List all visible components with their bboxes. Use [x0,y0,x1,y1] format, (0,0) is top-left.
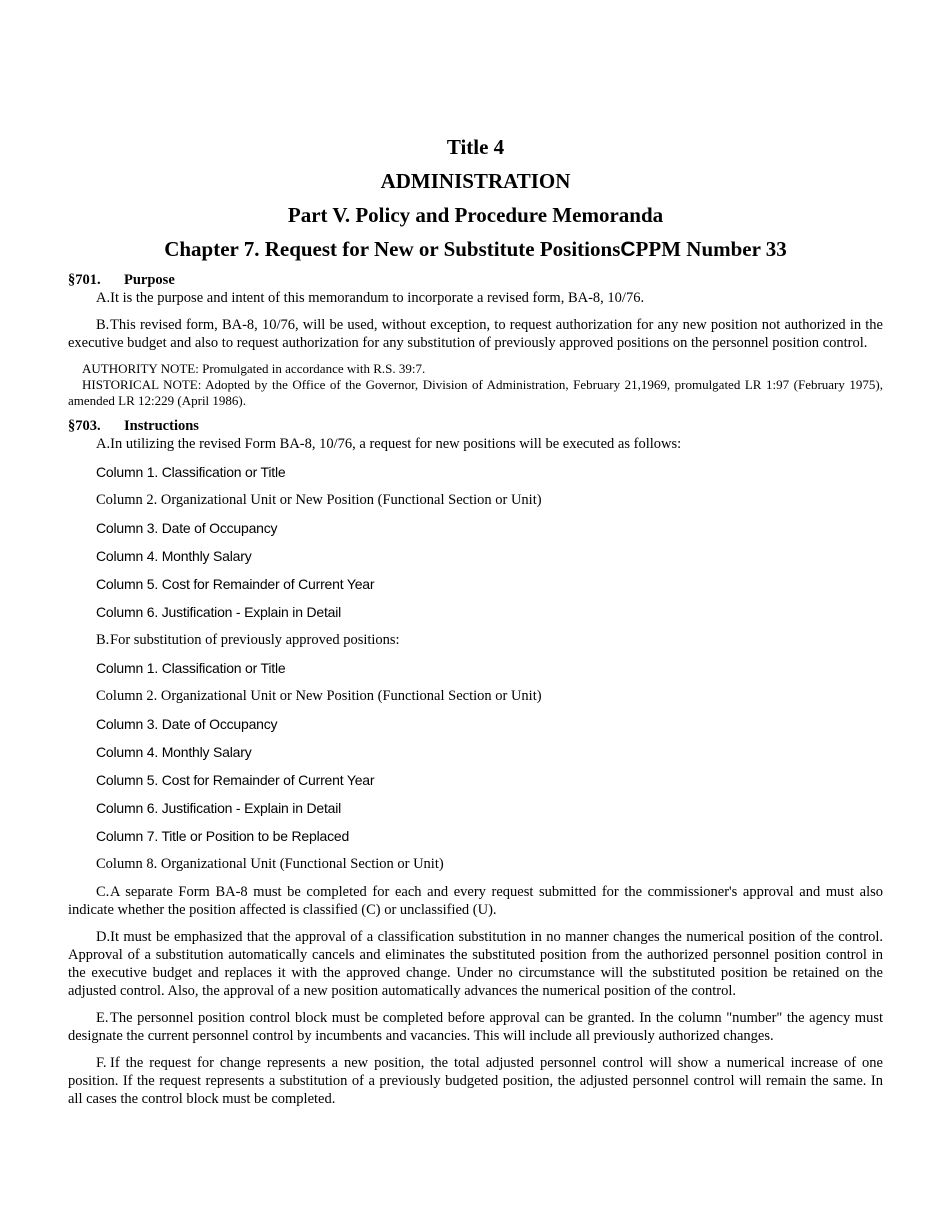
para-text: A separate Form BA-8 must be completed for each and every request submitted for the commissioner's approval and must also indicate whether the position affected is classified (C) or unclassified (U). [68,884,883,918]
para-text: If the request for change represents a new position, the total adjusted personnel control will show a numerical increase of one position. If the request represents a substitution of a previously budgeted position, the adjusted personnel control will remain the same. In all cases the control block must be completed. [68,1055,883,1107]
list-item: Column 5. Cost for Remainder of Current Year [96,576,375,592]
substitution-columns [96,659,883,873]
authority-note: AUTHORITY NOTE: Promulgated in accordance with R.S. 39:7. [82,361,426,376]
para-text: This revised form, BA-8, 10/76, will be used, without exception, to request authorization for any new position not authorized in the executive budget and also to request authorization for any substitution of previously approved positions on the personnel position control. [68,317,883,351]
section-701-b [68,316,883,352]
para-label: D. [96,929,111,945]
section-number: §703. [68,418,101,434]
list-item: Column 4. Monthly Salary [96,548,252,564]
para-label: E. [96,1010,109,1026]
subtitle: ADMINISTRATION [380,169,571,193]
section-703-a [68,435,883,453]
section-title: Instructions [124,418,199,434]
list-item: Column 6. Justification - Explain in Detail [96,800,342,816]
list-item: Column 7. Title or Position to be Replaced [96,828,350,844]
section-703-c [68,883,883,919]
list-item: Column 3. Date of Occupancy [96,520,278,536]
para-text: It must be emphasized that the approval of a classification substitution in no manner changes the numerical position of the control. Approval of a substitution automatically cancels and eliminates the substituted position from the authorized personnel position control in the executive budget and replaces it with the approved change. Under no circumstance will the substituted position be retained on the adjusted control. Also, the approval of a new position automatically advances the numerical position of the control. [68,929,883,999]
section-703-b [68,631,883,649]
section-703-e [68,1009,883,1045]
section-703-heading [68,417,883,435]
historical-note: HISTORICAL NOTE: Adopted by the Office of the Governor, Division of Administration, February 21,1969, promulgated LR 1:97 (February 1975), amended LR 12:229 (April 1986). [68,377,883,408]
new-position-columns [96,463,883,621]
list-item: Column 3. Date of Occupancy [96,716,278,732]
list-item: Column 2. Organizational Unit or New Position (Functional Section or Unit) [96,492,542,508]
chapter-prefix: Chapter 7. Request for New or Substitute Positions [164,237,621,261]
list-item: Column 4. Monthly Salary [96,744,252,760]
notes-block [68,361,883,409]
section-number: §701. [68,272,101,288]
chapter-suffix: PPM Number 33 [635,237,787,261]
para-label: B. [96,632,110,648]
document-page [68,130,883,1117]
section-title: Purpose [124,272,175,288]
para-label: C. [96,884,110,900]
para-label: B. [96,317,110,333]
list-item: Column 8. Organizational Unit (Functional Section or Unit) [96,856,444,872]
list-item: Column 5. Cost for Remainder of Current Year [96,772,375,788]
section-703-d [68,928,883,1000]
list-item: Column 6. Justification - Explain in Detail [96,604,342,620]
para-text: In utilizing the revised Form BA-8, 10/76, a request for new positions will be executed as follows: [110,436,682,452]
para-text: It is the purpose and intent of this memorandum to incorporate a revised form, BA-8, 10/76. [110,290,645,306]
list-item: Column 2. Organizational Unit or New Position (Functional Section or Unit) [96,688,542,704]
list-item: Column 1. Classification or Title [96,464,286,480]
para-label: F. [96,1055,107,1071]
chapter-separator: C [620,238,636,261]
para-label: A. [96,290,111,306]
para-label: A. [96,436,111,452]
title: Title 4 [446,135,505,159]
chapter-heading [68,232,883,267]
section-701-heading [68,271,883,289]
part-heading: Part V. Policy and Procedure Memoranda [287,203,664,227]
section-703-f [68,1054,883,1108]
section-701-a [68,289,883,307]
list-item: Column 1. Classification or Title [96,660,286,676]
para-text: The personnel position control block must be completed before approval can be granted. In the column "number" the agency must designate the current personnel control by incumbents and vacancies. This will include all previously authorized changes. [68,1010,883,1044]
para-text: For substitution of previously approved positions: [110,632,400,648]
